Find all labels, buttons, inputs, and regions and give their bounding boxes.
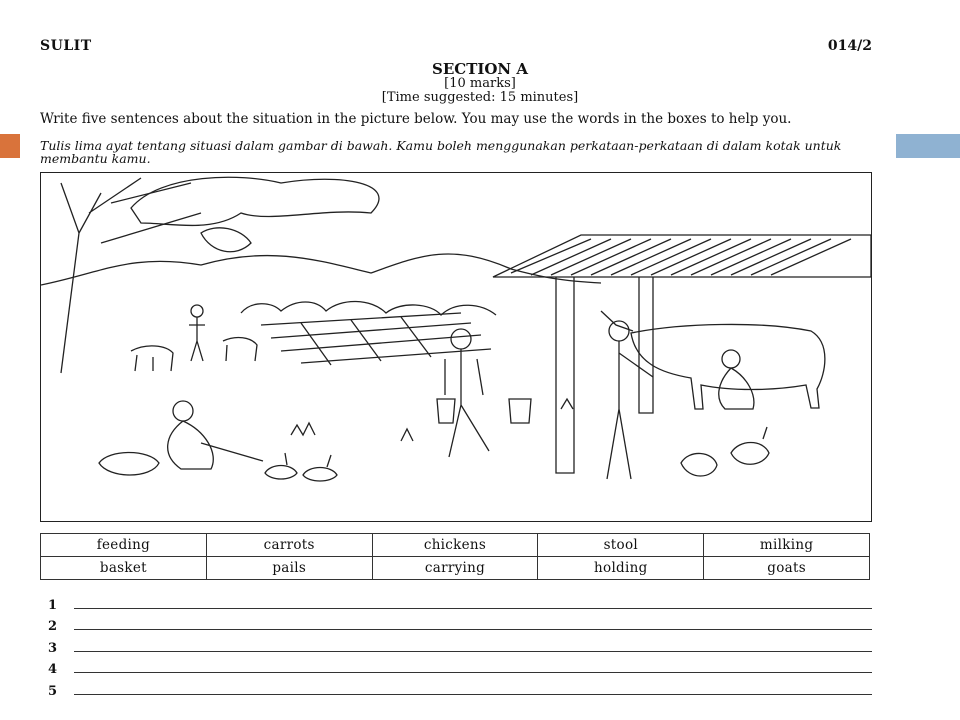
chickens (681, 427, 769, 476)
answer-line[interactable] (48, 592, 872, 614)
word-box (40, 533, 870, 580)
word-cell: goats (704, 557, 870, 580)
answer-rule (74, 693, 872, 695)
word-cell: stool (538, 534, 704, 557)
word-cell: feeding (41, 534, 207, 557)
farm-scene-illustration (40, 172, 872, 522)
rabbits (265, 453, 337, 481)
goats (131, 338, 257, 371)
section-title: SECTION A (431, 60, 529, 78)
section-marks: [10 marks] (444, 76, 516, 91)
man-carrying-pails (437, 329, 531, 457)
answer-line-number: 1 (48, 597, 58, 613)
answer-line[interactable] (48, 614, 872, 636)
header-sulit: SULIT (40, 38, 92, 54)
answer-rule (74, 607, 872, 609)
boy-herding (189, 305, 205, 361)
header-paper-code: 014/2 (827, 38, 872, 54)
instruction-malay: Tulis lima ayat tentang situasi dalam gambar di bawah. Kamu boleh menggunakan perkataan-perkataan di dalam kotak untuk membantu kamu. (40, 138, 842, 166)
answer-lines (48, 592, 872, 700)
word-box-row (41, 557, 870, 580)
answer-line[interactable] (48, 678, 872, 700)
word-cell: holding (538, 557, 704, 580)
girl-feeding-rabbits (99, 401, 263, 475)
answer-line[interactable] (48, 657, 872, 679)
answer-rule (74, 628, 872, 630)
girl-milking (719, 350, 754, 409)
man-feeding-chickens (607, 321, 653, 479)
instruction-english: Write five sentences about the situation in the picture below. You may use the words in the boxes to help you. (40, 111, 792, 127)
section-time: [Time suggested: 15 minutes] (381, 90, 579, 105)
tree (61, 177, 379, 373)
answer-line-number: 3 (48, 640, 58, 656)
hills (41, 254, 601, 285)
word-cell: basket (41, 557, 207, 580)
slide-accent-right (896, 134, 960, 158)
word-cell: carrots (206, 534, 372, 557)
shed (493, 235, 871, 473)
answer-line-number: 5 (48, 683, 58, 699)
word-box-row (41, 534, 870, 557)
word-cell: carrying (372, 557, 538, 580)
word-cell: chickens (372, 534, 538, 557)
word-cell: milking (704, 534, 870, 557)
word-cell: pails (206, 557, 372, 580)
answer-line-number: 4 (48, 662, 58, 677)
answer-line[interactable] (48, 635, 872, 657)
slide-accent-left (0, 134, 20, 158)
cow (601, 311, 825, 409)
answer-line-number: 2 (48, 619, 58, 634)
answer-rule (74, 650, 872, 652)
paddy-field (261, 313, 491, 365)
answer-rule (74, 671, 872, 673)
